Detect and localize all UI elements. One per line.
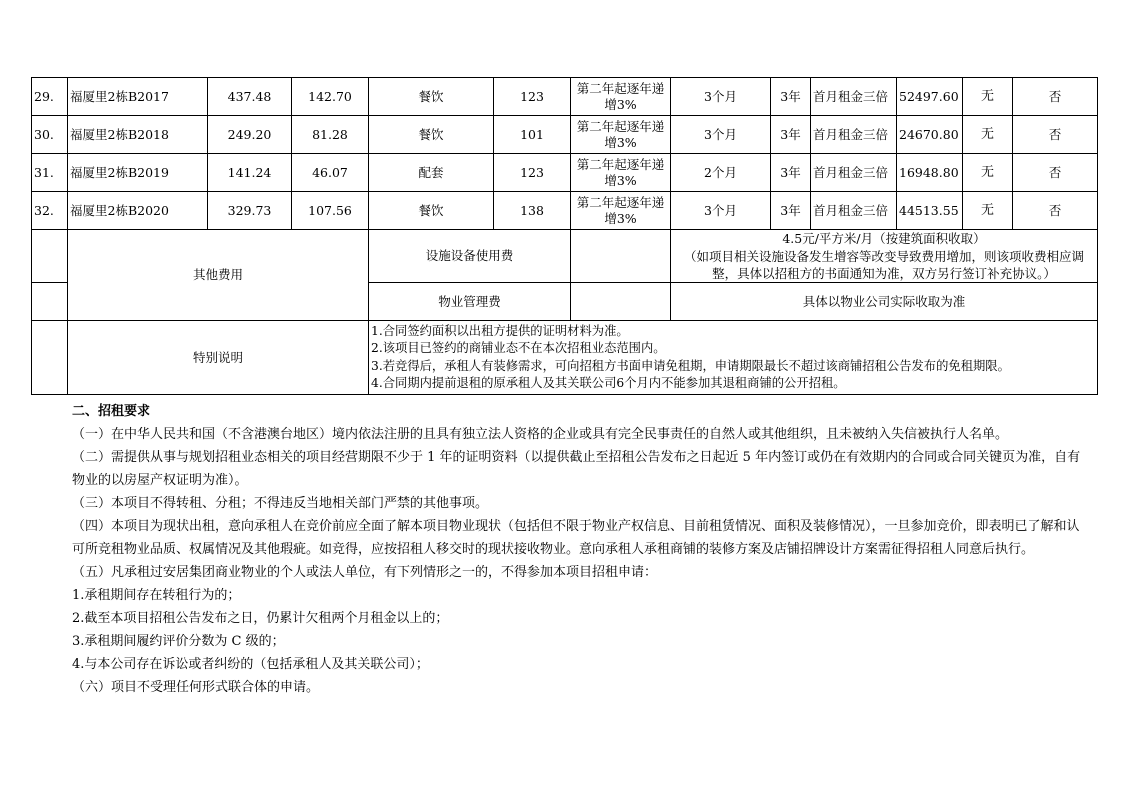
other-fees-facility-row <box>32 230 1098 283</box>
rent-increase: 第二年起逐年递增3% <box>571 154 671 192</box>
table-row <box>32 154 1098 192</box>
business-type: 配套 <box>369 154 494 192</box>
special-note: 4.合同期内提前退租的原承租人及其关联公司6个月内不能参加其退租商铺的公开招租。 <box>371 376 846 390</box>
rent-increase: 第二年起逐年递增3% <box>571 78 671 116</box>
empty-cell <box>32 230 68 283</box>
inner-area: 107.56 <box>292 192 369 230</box>
other-fees-label: 其他费用 <box>68 230 369 321</box>
requirement-paragraph: （三）本项目不得转租、分租；不得违反当地相关部门严禁的其他事项。 <box>72 496 489 511</box>
flag-none: 无 <box>963 116 1013 154</box>
property-fee-value: 具体以物业公司实际收取为准 <box>671 283 1098 321</box>
requirement-item: 4.与本公司存在诉讼或者纠纷的（包括承租人及其关联公司）； <box>72 657 429 672</box>
property-fee-label: 物业管理费 <box>369 283 571 321</box>
requirement-item: 3.承租期间履约评价分数为 C 级的； <box>72 634 285 649</box>
facility-fee-rate: 4.5元/平方米/月（按建筑面积收取） <box>782 231 986 247</box>
empty-cell <box>571 283 671 321</box>
rent-increase: 第二年起逐年递增3% <box>571 116 671 154</box>
requirement-paragraph: （五）凡承租过安居集团商业物业的个人或法人单位，有下列情形之一的，不得参加本项目招租申请： <box>72 565 658 580</box>
inner-area: 46.07 <box>292 154 369 192</box>
special-notes-label: 特别说明 <box>68 321 369 395</box>
unit-name: 福厦里2栋B2017 <box>68 78 208 116</box>
row-number: 29. <box>32 78 68 116</box>
unit-name: 福厦里2栋B2018 <box>68 116 208 154</box>
deposit-rule: 首月租金三倍 <box>811 192 897 230</box>
requirement-paragraph: （六）项目不受理任何形式联合体的申请。 <box>72 680 320 695</box>
flag-none: 无 <box>963 192 1013 230</box>
unit-name: 福厦里2栋B2020 <box>68 192 208 230</box>
flag-no: 否 <box>1013 154 1098 192</box>
empty-cell <box>571 230 671 283</box>
table-row <box>32 78 1098 116</box>
facility-fee-note: （如项目相关设施设备发生增容等改变导致费用增加，则该项收费相应调整，具体以招租方的书面通知为准，双方另行签订补充协议。） <box>683 248 1084 281</box>
special-notes-list <box>369 321 1098 395</box>
special-notes-row <box>32 321 1098 395</box>
rent-free-period: 3个月 <box>671 116 771 154</box>
flag-no: 否 <box>1013 116 1098 154</box>
requirement-paragraph: （二）需提供从事与规划招租业态相关的项目经营期限不少于 1 年的证明资料（以提供截止至招租公告发布之日起近 5 年内签订或仍在有效期内的合同或合同关键页为准，自有物业的以房屋产权证明为准）。 <box>72 450 1081 488</box>
building-area: 249.20 <box>208 116 292 154</box>
rent-free-period: 3个月 <box>671 78 771 116</box>
lease-term: 3年 <box>771 154 811 192</box>
flag-no: 否 <box>1013 78 1098 116</box>
requirement-paragraph: （四）本项目为现状出租，意向承租人在竞价前应全面了解本项目物业现状（包括但不限于物业产权信息、目前租赁情况、面积及装修情况），一旦参加竞价，即表明已了解和认可所竞租物业品质、权属情况及其他瑕疵。如竞得，应按招租人移交时的现状接收物业。意向承租人承租商铺的装修方案及店铺招牌设计方案需征得招租人同意后执行。 <box>72 519 1080 557</box>
unit-price: 101 <box>494 116 571 154</box>
flag-no: 否 <box>1013 192 1098 230</box>
lease-table <box>31 77 1098 395</box>
inner-area: 81.28 <box>292 116 369 154</box>
deposit-rule: 首月租金三倍 <box>811 78 897 116</box>
row-number: 31. <box>32 154 68 192</box>
unit-price: 123 <box>494 154 571 192</box>
business-type: 餐饮 <box>369 116 494 154</box>
building-area: 141.24 <box>208 154 292 192</box>
building-area: 329.73 <box>208 192 292 230</box>
table-row <box>32 192 1098 230</box>
facility-fee-value <box>671 230 1098 283</box>
rent-increase: 第二年起逐年递增3% <box>571 192 671 230</box>
row-number: 32. <box>32 192 68 230</box>
special-note: 2.该项目已签约的商铺业态不在本次招租业态范围内。 <box>371 341 666 355</box>
rent-free-period: 2个月 <box>671 154 771 192</box>
deposit-amount: 44513.55 <box>897 192 963 230</box>
business-type: 餐饮 <box>369 78 494 116</box>
unit-price: 123 <box>494 78 571 116</box>
deposit-rule: 首月租金三倍 <box>811 116 897 154</box>
empty-cell <box>32 321 68 395</box>
unit-price: 138 <box>494 192 571 230</box>
requirement-item: 1.承租期间存在转租行为的； <box>72 588 241 603</box>
lease-term: 3年 <box>771 192 811 230</box>
lease-term: 3年 <box>771 78 811 116</box>
lease-term: 3年 <box>771 116 811 154</box>
table-row <box>32 116 1098 154</box>
flag-none: 无 <box>963 154 1013 192</box>
facility-fee-label: 设施设备使用费 <box>369 230 571 283</box>
special-note: 1.合同签约面积以出租方提供的证明材料为准。 <box>371 323 629 338</box>
requirement-paragraph: （一）在中华人民共和国（不含港澳台地区）境内依法注册的且具有独立法人资格的企业或具有完全民事责任的自然人或其他组织，且未被纳入失信被执行人名单。 <box>72 427 1009 442</box>
unit-name: 福厦里2栋B2019 <box>68 154 208 192</box>
building-area: 437.48 <box>208 78 292 116</box>
flag-none: 无 <box>963 78 1013 116</box>
inner-area: 142.70 <box>292 78 369 116</box>
rent-free-period: 3个月 <box>671 192 771 230</box>
deposit-amount: 16948.80 <box>897 154 963 192</box>
empty-cell <box>32 283 68 321</box>
deposit-amount: 24670.80 <box>897 116 963 154</box>
business-type: 餐饮 <box>369 192 494 230</box>
lease-requirements <box>72 400 1082 699</box>
requirement-item: 2.截至本项目招租公告发布之日，仍累计欠租两个月租金以上的； <box>72 611 449 626</box>
row-number: 30. <box>32 116 68 154</box>
special-note: 3.若竞得后，承租人有装修需求，可向招租方书面申请免租期，申请期限最长不超过该商铺招租公告发布的免租期限。 <box>371 358 1010 373</box>
deposit-amount: 52497.60 <box>897 78 963 116</box>
requirements-heading: 二、招租要求 <box>72 404 151 419</box>
deposit-rule: 首月租金三倍 <box>811 154 897 192</box>
